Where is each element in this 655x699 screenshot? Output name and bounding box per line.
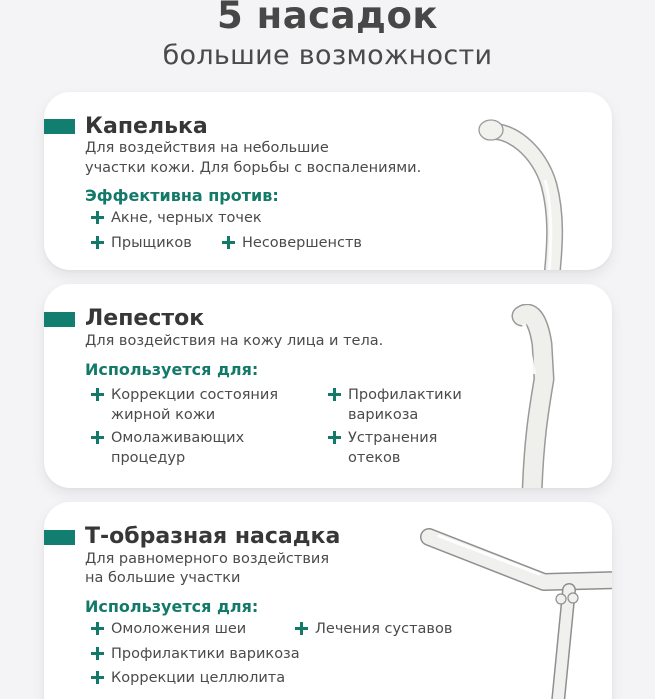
plus-icon xyxy=(91,211,104,224)
list-item: Профилактики варикоза xyxy=(91,644,300,664)
card-description-line: участки кожи. Для борьбы с воспалениями. xyxy=(85,160,422,176)
accent-bar xyxy=(44,530,75,545)
list-item: Прыщиков xyxy=(91,233,192,253)
plus-icon xyxy=(91,671,104,684)
plus-icon xyxy=(91,622,104,635)
t-shaped-electrode-icon xyxy=(419,522,612,699)
card-title: Т-образная насадка xyxy=(85,524,341,549)
plus-icon xyxy=(222,236,235,249)
plus-icon xyxy=(91,236,104,249)
list-item: Омоложения шеи xyxy=(91,619,246,639)
plus-icon xyxy=(295,622,308,635)
card-heading: Используется для: xyxy=(85,360,259,379)
accent-bar xyxy=(44,312,75,327)
plus-icon xyxy=(328,431,341,444)
card-description-line: на большие участки xyxy=(85,570,241,586)
plus-icon xyxy=(91,431,104,444)
attachment-card-petal xyxy=(44,284,612,488)
petal-electrode-icon xyxy=(504,304,564,488)
card-description-line: Для воздействия на кожу лица и тела. xyxy=(85,333,384,349)
card-title: Капелька xyxy=(85,114,208,139)
card-description-line: Для равномерного воздействия xyxy=(85,551,330,567)
list-item: Акне, черных точек xyxy=(91,208,262,228)
plus-icon xyxy=(91,647,104,660)
list-item: Коррекции состояния жирной кожи xyxy=(91,385,278,425)
card-description-line: Для воздействия на небольшие xyxy=(85,140,329,156)
page-title: 5 насадок xyxy=(217,0,438,37)
attachment-card-drop xyxy=(44,92,612,270)
plus-icon xyxy=(91,388,104,401)
list-item: Омолаживающих процедур xyxy=(91,428,244,468)
list-item: Несовершенств xyxy=(222,233,362,253)
drop-electrode-icon xyxy=(469,110,569,270)
page-subtitle: большие возможности xyxy=(162,40,493,71)
list-item: Коррекции целлюлита xyxy=(91,668,285,688)
list-item: Устранения отеков xyxy=(328,428,437,468)
accent-bar xyxy=(44,119,75,134)
card-heading: Используется для: xyxy=(85,597,259,616)
list-item: Лечения суставов xyxy=(295,619,452,639)
card-title: Лепесток xyxy=(85,306,205,331)
card-heading: Эффективна против: xyxy=(85,186,279,205)
attachment-card-t-shaped xyxy=(44,502,612,699)
list-item: Профилактики варикоза xyxy=(328,385,462,425)
plus-icon xyxy=(328,388,341,401)
